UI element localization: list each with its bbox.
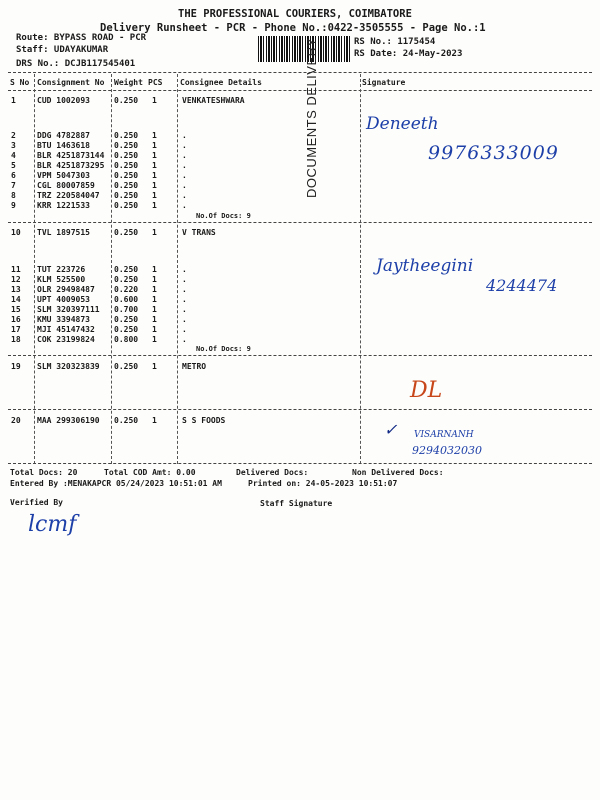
row-consignment: SLM 320397111 xyxy=(37,305,100,314)
row-weight: 0.250 xyxy=(114,275,139,284)
row-sno: 10 xyxy=(11,228,21,237)
col-signature: Signature xyxy=(362,78,406,87)
row-pcs: 1 xyxy=(152,416,157,425)
table-row xyxy=(0,171,600,181)
row-details: . xyxy=(182,305,187,314)
row-consignment: TRZ 220584047 xyxy=(37,191,100,200)
row-sno: 15 xyxy=(11,305,21,314)
row-weight: 0.250 xyxy=(114,362,139,371)
row-pcs: 1 xyxy=(152,335,157,344)
row-pcs: 1 xyxy=(152,265,157,274)
row-pcs: 1 xyxy=(152,171,157,180)
row-weight: 0.250 xyxy=(114,265,139,274)
row-sno: 6 xyxy=(11,171,16,180)
row-consignment: BLR 4251873295 xyxy=(37,161,105,170)
table-row xyxy=(0,295,600,305)
signature-handwriting: Deneeth xyxy=(366,114,439,134)
row-pcs: 1 xyxy=(152,96,157,105)
row-details: . xyxy=(182,201,187,210)
row-pcs: 1 xyxy=(152,315,157,324)
rs-date: RS Date: 24-May-2023 xyxy=(354,49,463,59)
row-details: . xyxy=(182,161,187,170)
row-details: . xyxy=(182,131,187,140)
docs-count: No.Of Docs: 9 xyxy=(196,212,251,220)
row-pcs: 1 xyxy=(152,131,157,140)
row-consignment: BTU 1463618 xyxy=(37,141,90,150)
row-weight: 0.250 xyxy=(114,191,139,200)
table-row xyxy=(0,201,600,211)
divider xyxy=(8,90,592,91)
row-pcs: 1 xyxy=(152,362,157,371)
signature-handwriting: VISARNANH xyxy=(414,430,474,440)
table-row xyxy=(0,335,600,345)
company-name: THE PROFESSIONAL COURIERS, COIMBATORE xyxy=(178,8,412,20)
row-weight: 0.250 xyxy=(114,315,139,324)
row-consignment: BLR 4251873144 xyxy=(37,151,105,160)
row-consignment: VPM 5047303 xyxy=(37,171,90,180)
row-sno: 12 xyxy=(11,275,21,284)
row-consignment: UPT 4009053 xyxy=(37,295,90,304)
route-label: Route: BYPASS ROAD - PCR xyxy=(16,33,147,43)
printed-on: Printed on: 24-05-2023 10:51:07 xyxy=(248,479,398,488)
signature-mark: ✓ xyxy=(384,420,398,439)
row-sno: 20 xyxy=(11,416,21,425)
row-weight: 0.250 xyxy=(114,141,139,150)
row-details: . xyxy=(182,285,187,294)
col-weight: Weight xyxy=(114,78,143,87)
drs-number: DRS No.: DCJB117545401 xyxy=(16,59,136,69)
row-details: . xyxy=(182,295,187,304)
table-row xyxy=(0,362,600,372)
row-sno: 3 xyxy=(11,141,16,150)
row-pcs: 1 xyxy=(152,141,157,150)
non-delivered-docs: Non Delivered Docs: xyxy=(352,468,444,477)
row-pcs: 1 xyxy=(152,151,157,160)
row-weight: 0.250 xyxy=(114,171,139,180)
row-details: . xyxy=(182,141,187,150)
row-consignment: MJI 45147432 xyxy=(37,325,95,334)
divider xyxy=(8,72,592,73)
row-weight: 0.250 xyxy=(114,201,139,210)
row-sno: 5 xyxy=(11,161,16,170)
row-weight: 0.600 xyxy=(114,295,139,304)
row-sno: 13 xyxy=(11,285,21,294)
row-weight: 0.800 xyxy=(114,335,139,344)
col-consignment: Consignment No xyxy=(37,78,105,87)
entered-by: Entered By :MENAKAPCR 05/24/2023 10:51:01 AM xyxy=(10,479,222,488)
divider xyxy=(8,409,592,410)
staff-label: Staff: UDAYAKUMAR xyxy=(16,45,109,55)
row-weight: 0.250 xyxy=(114,161,139,170)
table-row xyxy=(0,265,600,275)
signature-phone: 9294032030 xyxy=(412,444,482,457)
row-consignment: CUD 1002093 xyxy=(37,96,90,105)
row-details: . xyxy=(182,325,187,334)
verified-by: Verified By xyxy=(10,498,63,507)
row-sno: 16 xyxy=(11,315,21,324)
row-consignment: KMU 3394873 xyxy=(37,315,90,324)
row-weight: 0.250 xyxy=(114,151,139,160)
row-weight: 0.250 xyxy=(114,96,139,105)
col-sno: S No xyxy=(10,78,30,87)
signature-number: 4244474 xyxy=(486,276,558,295)
row-weight: 0.250 xyxy=(114,131,139,140)
delivered-docs: Delivered Docs: xyxy=(236,468,309,477)
row-consignment: TUT 223726 xyxy=(37,265,86,274)
row-consignment: CGL 80007859 xyxy=(37,181,95,190)
row-details: VENKATESHWARA xyxy=(182,96,245,105)
table-row xyxy=(0,325,600,335)
row-pcs: 1 xyxy=(152,201,157,210)
row-pcs: 1 xyxy=(152,305,157,314)
table-row xyxy=(0,228,600,238)
row-consignment: SLM 320323839 xyxy=(37,362,100,371)
divider xyxy=(8,463,592,464)
col-pcs: PCS xyxy=(148,78,163,87)
row-details: . xyxy=(182,335,187,344)
row-pcs: 1 xyxy=(152,275,157,284)
row-consignment: KRR 1221533 xyxy=(37,201,90,210)
documents-delivery-stamp: DOCUMENTS DELIVERY xyxy=(304,37,319,198)
col-consignee-details: Consignee Details xyxy=(180,78,262,87)
row-details: S S FOODS xyxy=(182,416,226,425)
row-pcs: 1 xyxy=(152,285,157,294)
staff-signature: Staff Signature xyxy=(260,499,333,508)
row-consignment: OLR 29498487 xyxy=(37,285,95,294)
signature-phone: 9976333009 xyxy=(428,142,559,164)
row-pcs: 1 xyxy=(152,191,157,200)
row-details: METRO xyxy=(182,362,207,371)
total-cod: Total COD Amt: 0.00 xyxy=(104,468,196,477)
row-consignment: KLM 525500 xyxy=(37,275,86,284)
row-pcs: 1 xyxy=(152,161,157,170)
row-details: . xyxy=(182,191,187,200)
row-sno: 1 xyxy=(11,96,16,105)
row-sno: 4 xyxy=(11,151,16,160)
row-details: . xyxy=(182,171,187,180)
row-details: . xyxy=(182,181,187,190)
row-sno: 8 xyxy=(11,191,16,200)
row-weight: 0.700 xyxy=(114,305,139,314)
row-weight: 0.250 xyxy=(114,228,139,237)
row-sno: 17 xyxy=(11,325,21,334)
table-row xyxy=(0,315,600,325)
docs-count: No.Of Docs: 9 xyxy=(196,345,251,353)
row-weight: 0.250 xyxy=(114,325,139,334)
verified-signature: lcmf xyxy=(28,512,77,537)
rs-number: RS No.: 1175454 xyxy=(354,37,436,47)
table-row xyxy=(0,181,600,191)
row-weight: 0.250 xyxy=(114,181,139,190)
row-consignment: COK 23199824 xyxy=(37,335,95,344)
table-row xyxy=(0,96,600,106)
row-sno: 14 xyxy=(11,295,21,304)
row-details: V TRANS xyxy=(182,228,216,237)
row-consignment: DDG 4782887 xyxy=(37,131,90,140)
row-sno: 18 xyxy=(11,335,21,344)
row-details: . xyxy=(182,151,187,160)
row-weight: 0.220 xyxy=(114,285,139,294)
table-row xyxy=(0,191,600,201)
row-sno: 7 xyxy=(11,181,16,190)
divider xyxy=(8,355,592,356)
row-details: . xyxy=(182,315,187,324)
row-details: . xyxy=(182,275,187,284)
signature-handwriting: Jaytheegini xyxy=(376,256,474,276)
signature-handwriting: DL xyxy=(410,378,443,403)
row-sno: 9 xyxy=(11,201,16,210)
total-docs: Total Docs: 20 xyxy=(10,468,78,477)
runsheet-title: Delivery Runsheet - PCR - Phone No.:0422-3505555 - Page No.:1 xyxy=(100,22,486,34)
row-pcs: 1 xyxy=(152,295,157,304)
row-pcs: 1 xyxy=(152,325,157,334)
table-row xyxy=(0,416,600,426)
row-consignment: TVL 1897515 xyxy=(37,228,90,237)
row-pcs: 1 xyxy=(152,228,157,237)
row-sno: 19 xyxy=(11,362,21,371)
row-consignment: MAA 299306190 xyxy=(37,416,100,425)
row-sno: 2 xyxy=(11,131,16,140)
divider xyxy=(8,222,592,223)
row-details: . xyxy=(182,265,187,274)
table-row xyxy=(0,305,600,315)
table-row xyxy=(0,131,600,141)
row-pcs: 1 xyxy=(152,181,157,190)
row-sno: 11 xyxy=(11,265,21,274)
row-weight: 0.250 xyxy=(114,416,139,425)
